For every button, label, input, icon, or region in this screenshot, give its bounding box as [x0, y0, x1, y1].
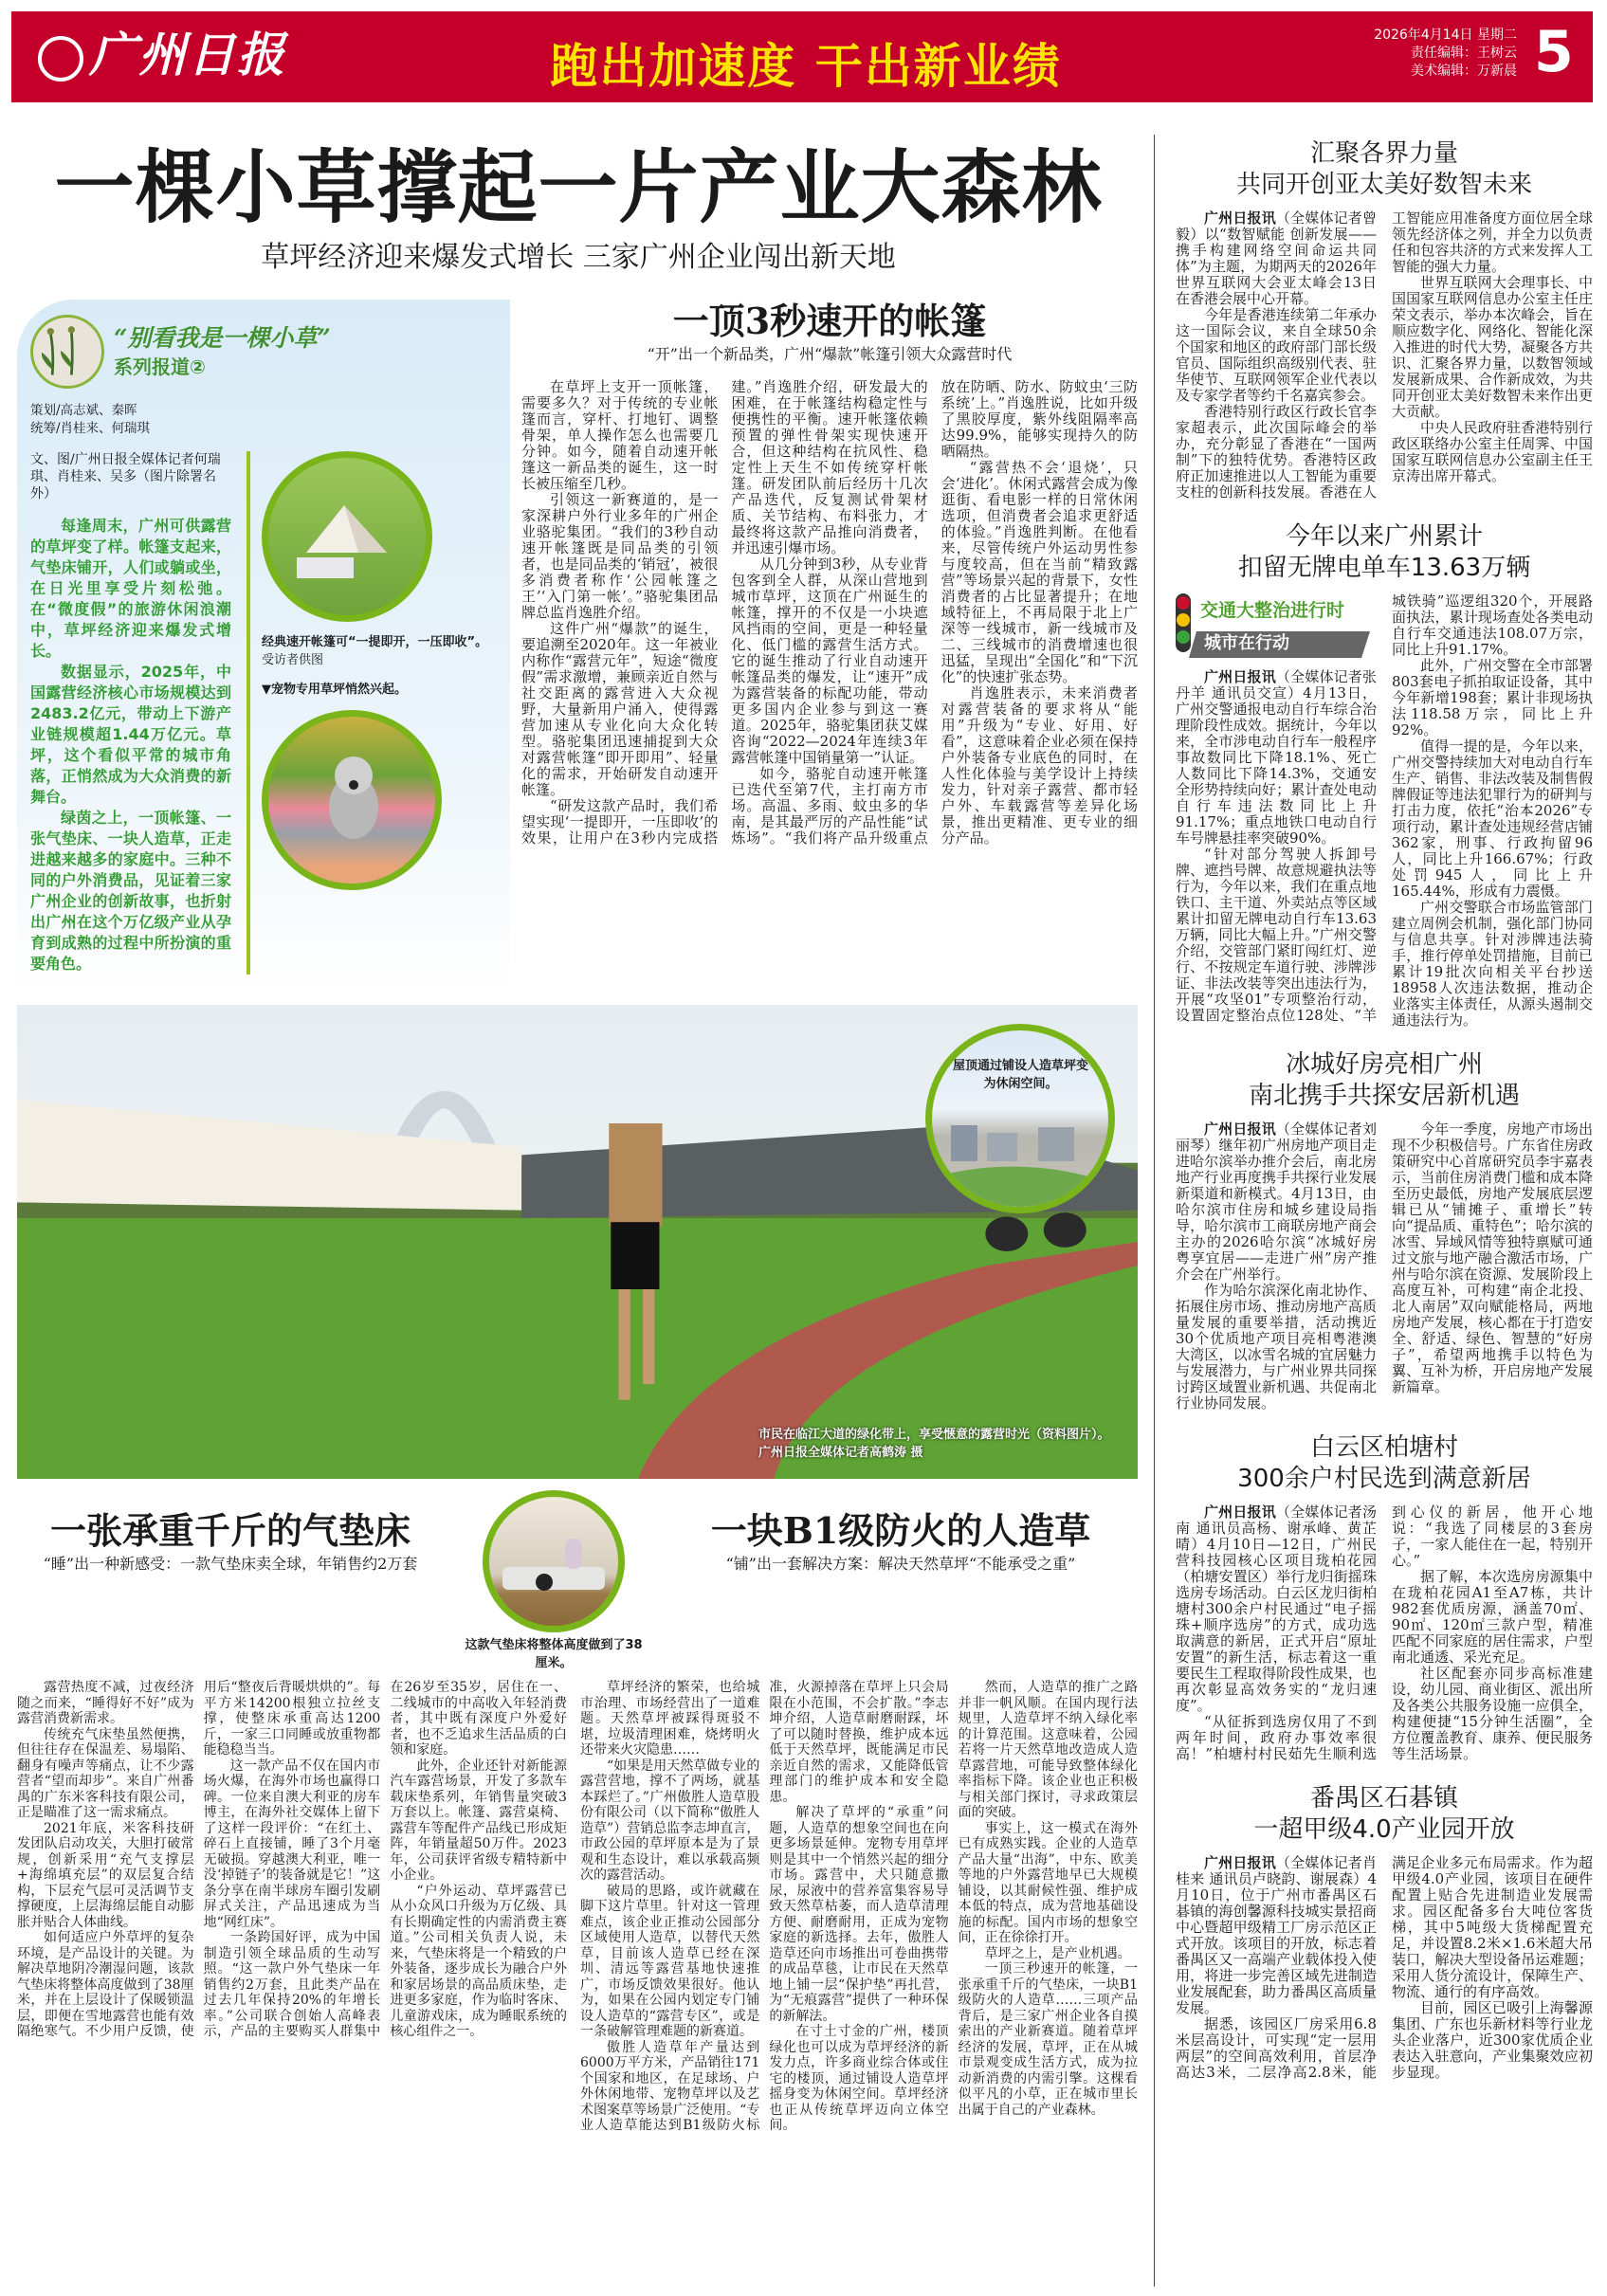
paragraph: “从征拆到选房仅用了不到两年时间，政府办事效率很高！”柏塘村村民茹先生顺利选到心仪的新居，他开心地说：“我选了同楼层的3套房子，一家人能住在一起，特别开心。” — [1176, 1503, 1593, 1762]
tent-photo-credit: 受访者供图 — [262, 653, 324, 667]
paragraph: 露营热度不减，过夜经济随之而来，“睡得好不好”成为露营消费新需求。 — [17, 1680, 194, 1726]
series-credits — [30, 402, 497, 438]
paragraph: 然而，人造草的推广之路并非一帆风顺。在国内现行法规里，人造草坪不纳入绿化率的计算范围。这意味着，公园若将一片天然草地改造成人造草露营地，可能导致整体绿化率指标下降。该企业也正积极与相关部门探讨，寻求政策层面的突破。 — [958, 1680, 1138, 1820]
paragraph: “研发这款产品时，我们希望实现‘一提即开，一压即收’的效果，让用户在3秒内完成搭建。”肖逸胜介绍，研发最大的困难，在于帐篷结构稳定性与便携性的平衡。速开帐篷依赖预置的弹性骨架实现快速开合，但这种结构在抗风性、稳定性上天生不如传统穿杆帐篷。研发团队前后经历十几次产品迭代，反复测试骨架材质、关节结构、布料张力，才最终将这款产品推向消费者，并迅速引爆市场。 — [521, 378, 928, 847]
byline: 文、图/广州日报全媒体记者何瑞琪、肖桂来、吴多（图片除署名外） — [30, 452, 221, 501]
paragraph: 目前，园区已吸引上海馨源集团、广东也乐新材料等行业龙头企业落户，近300家优质企业表达入驻意向，产业集聚效应初步显现。 — [1392, 1999, 1593, 2081]
article-1-title: 汇聚各界力量 共同开创亚太美好数智未来 — [1235, 139, 1532, 199]
dateline — [1318, 27, 1517, 81]
dateline-lead: 广州日报讯 — [1204, 1503, 1276, 1521]
paragraph: 值得一提的是，今年以来，广州交警持续加大对电动自行车生产、销售、非法改装及制售假牌假证等违法犯罪行为的研判与打击力度，依托“治本2026”专项行动，累计查处违规经营店铺362家，刑事、行政拘留96人，同比上升166.67%；行政处罚945人，同比上升165.44%，形成有力震慑。 — [1392, 738, 1593, 900]
series-number: 系列报道② — [114, 355, 206, 378]
paragraph: 广州日报讯（全媒体记者汤南 通讯员高杨、谢承峰、黄芷晴）4月10日—12日，广州民营科技园核心区项目珑柏花园（柏塘安置区）举行龙归街摇珠选房专场活动。白云区龙归街柏塘村300余户村民通过“电子摇珠+顺序选房”的方式，成功选取满意的新居，正式开启“原址安置”的新生活，标志着这一重要民生工程取得阶段性成果，也再次彰显高效务实的“龙归速度”。 — [1176, 1503, 1377, 1714]
paragraph: 如何适应户外草坪的复杂环境，是产品设计的关键。为解决草地阴冷潮湿问题，该款气垫床将整体高度做到了38厘米，并在上层设计了保暖锁温层，即便在雪地露营也能有效隔绝寒气。不少用户反馈，使用后“整夜后背暖烘烘的”。每平方米14200根独立拉丝支撑，使整床承重高达1200斤，一家三口同睡或放重物都能稳稳当当。 — [17, 1680, 381, 2039]
art-editor-credit: 美术编辑：万新晨 — [1411, 64, 1517, 79]
article-5-title: 番禺区石碁镇 一超甲级4.0产业园开放 — [1253, 1784, 1515, 1844]
paragraph: 传统充气床垫虽然便携，但往往存在保温差、易塌陷、翻身有噪声等痛点，让不少露营者“望而却步”。来自广州番禺的广东米客科技有限公司，正是瞄准了这一需求痛点。 — [17, 1726, 194, 1820]
mattress-article-title: 一张承重千斤的气垫床 — [49, 1509, 411, 1552]
dateline-lead: 广州日报讯 — [1204, 668, 1276, 685]
paragraph: 事实上，这一模式在海外已有成熟实践。企业的人造草产品大量“出海”，中东、欧美等地的户外露营地早已大规模铺设，以其耐候性强、维护成本低的特点，成为营地基础设施的标配。国内市场的想象空间，正在徐徐打开。 — [958, 1820, 1138, 1945]
turf-article-title: 一块B1级防火的人造草 — [710, 1509, 1091, 1552]
campaign-badge — [1176, 593, 1370, 664]
main-subheadline: 草坪经济迎来爆发式增长 三家广州企业闯出新天地 — [261, 241, 896, 274]
mattress-article-body — [17, 1680, 567, 2134]
paragraph: “户外运动、草坪露营已从小众风口升级为万亿级、具有长期确定性的内需消费主赛道。”公司相关负责人说，未来，气垫床将是一个精致的户外装备，逐步成长为融合户外和家居场景的高品质床垫，走进更多家庭，作为临时客床、儿童游戏床，成为睡眠系统的核心组件之一。 — [390, 1883, 567, 2039]
paragraph: 今年是香港连续第二年承办这一国际会议，来自全球50余个国家和地区的政府部门部长级官员、国际组织高级别代表、驻华使节、互联网领军企业代表以及专家学者等约千名嘉宾参会。 — [1176, 306, 1377, 404]
editor-credit: 责任编辑：王树云 — [1411, 46, 1517, 61]
tent-article — [521, 300, 1138, 847]
paragraph: 破局的思路，或许就藏在脚下这片草里。针对这一管理难点，该企业正推动公园部分区域使用人造草，以替代天然草，目前该人造草已经在深圳、清远等露营基地快速推广，市场反馈效果很好。他认为，如果在公园内划定专门铺设人造草的“露营专区”，或是一条破解管理难题的新赛道。 — [580, 1883, 760, 2039]
paragraph: 在草坪上支开一顶帐篷，需要多久？对于传统的专业帐篷而言，穿杆、打地钉、调整骨架，单人操作怎么也需要几分钟。如今，随着自动速开帐篷这一新品类的诞生，这一时长被压缩至几秒。 — [521, 378, 719, 492]
article-1 — [1176, 138, 1593, 501]
paragraph: 每逢周末，广州可供露营的草坪变了样。帐篷支起来，气垫床铺开，人们或躺或坐，在日光里享受片刻松弛。在“微度假”的旅游休闲浪潮中，草坪经济迎来爆发式增长。 — [30, 517, 231, 660]
paragraph: 中央人民政府驻香港特别行政区联络办公室主任周霁、中国国家互联网信息办公室副主任王京涛出席开幕式。 — [1392, 419, 1593, 484]
paragraph: “如果是用天然草做专业的露营营地，撑不了两场，就基本踩烂了。”广州傲胜人造草股份有限公司（以下简称“傲胜人造草”）营销总监李志坤直言，市政公园的草坪原本是为了景观和生态设计，难以承载高频次的露营活动。 — [580, 1758, 760, 1883]
paragraph: 一顶三秒速开的帐篷，一张承重千斤的气垫床，一块B1级防火的人造草……三项产品背后，是三家广州企业各自摸索出的产业新赛道。随着草坪经济的发展，草坪，正在从城市景观变成生活方式，成为拉动新消费的内需引擎。这棵看似平凡的小草，正在城市里长出属于自己的产业森林。 — [958, 1961, 1138, 2118]
paragraph: “露营热不会‘退烧’，只会‘进化’。休闲式露营会成为像逛街、看电影一样的日常休闲选项，但消费者会追求更舒适的体验。”肖逸胜判断。在他看来，尽管传统户外运动男性参与度较高，但在当前“精致露营”等场景兴起的背景下，女性消费者的占比显著提升；在地域特征上，不再局限于北上广深等一线城市，新一线城市及二、三线城市的消费增速也很迅猛，呈现出“全国化”和“下沉化”的快速扩张态势。 — [940, 459, 1138, 685]
grass-sprout-icon — [30, 315, 104, 389]
tent-article-subtitle: “开”出一个新品类，广州“爆款”帐篷引领大众露营时代 — [647, 345, 1013, 363]
article-3-body — [1176, 1121, 1593, 1412]
rooftop-photo — [925, 1024, 1115, 1213]
camping-photo — [17, 1005, 1138, 1479]
tent-article-title: 一顶3秒速开的帐篷 — [672, 300, 987, 342]
logo-text: 广州日报 — [89, 27, 286, 82]
paragraph: 肖逸胜表示，未来消费者对露营装备的要求将从“能用”升级为“专业、好用、好看”，这意味着企业必须在保持户外装备专业底色的同时，在人性化体验与美学设计上持续发力，针对亲子露营、都市轻户外、车载露营等差异化场景，推出更精准、更专业的细分产品。 — [940, 684, 1138, 847]
article-3-title: 冰城好房亮相广州 南北携手共探安居新机遇 — [1248, 1050, 1520, 1110]
photo-credit: 广州日报全媒体记者高鹤涛 摄 — [758, 1446, 923, 1460]
paragraph: 如今，骆驼自动速开帐篷已迭代至第7代，主打南方市场。高温、多雨、蚊虫多的华南，是其最严厉的产品性能“试炼场”。“我们将产品升级重点放在防晒、防水、防蚊虫‘三防系统’上。”肖逸胜说，比如升级了黑胶厚度，紫外线阻隔率高达99.9%，能够实现持久的防晒隔热。 — [731, 378, 1138, 847]
turf-article-body — [580, 1680, 1138, 2134]
mattress-caption: 这款气垫床将整体高度做到了38厘米。 — [465, 1638, 643, 1670]
paragraph: 世界互联网大会理事长、中国国家互联网信息办公室主任庄荣文表示，举办本次峰会，旨在顺应数字化、网络化、智能化深入推进的时代大势，凝聚各方共识、汇聚各界力量，以数智领域发展新成果、合作新成效，为共同开创亚太美好数智未来作出更大贡献。 — [1392, 274, 1593, 420]
mattress-photo — [483, 1490, 625, 1632]
paragraph: 草坪之上，是产业机遇。 — [984, 1945, 1131, 1961]
paragraph: 傲胜人造草年产量达到6000万平方米，产品销往171个国家和地区，在足球场、户外休闲地带、宠物草坪以及艺术图案草等场景广泛使用。“专业人造草能达到B1级防火标准，火源掉落在草坪上只会局限在小范围，不会扩散。”李志坤介绍，人造草耐磨耐踩，坏了可以随时替换，维护成本远低于天然草坪，既能满足市民亲近自然的需求，又能降低管理部门的维护成本和安全隐患。 — [580, 1680, 949, 2133]
paragraph: 此外，企业还针对新能源汽车露营场景，开发了多款车载床垫系列，年销售量突破3万套以上。帐篷、露营桌椅、露营车等配件产品线已形成矩阵，年销量超50万件。2023年，公司获评省级专精特新中小企业。 — [390, 1758, 567, 1883]
dateline-lead: 广州日报讯 — [1204, 1121, 1276, 1138]
rooftop-caption: 屋顶通过铺设人造草坪变为休闲空间。 — [952, 1059, 1088, 1091]
paragraph: 据悉，该园区厂房采用6.8米层高设计，可实现“定一层用两层”的空间高效利用，首层净高达3米，二层净高2.8米，能满足企业多元布局需求。作为超甲级4.0产业园，该项目在硬件配置上贴合先进制造业发展需求。园区配备多台大吨位客货梯，其中5吨级大货梯配置充足，并设置8.2米×1.6米超大吊装口，解决大型设备吊运难题；采用人货分流设计，保障生产、物流、通行的有序高效。 — [1176, 1854, 1593, 2081]
article-4-title: 白云区柏塘村 300余户村民选到满意新居 — [1237, 1433, 1531, 1493]
paragraph: 这件广州“爆款”的诞生，要追溯至2020年。这一年被业内称作“露营元年”，短途“微度假”需求激增，兼顾亲近自然与社交距离的露营进入大众视野，大量新用户涌入，使得露营加速从专业化向大众化转型。骆驼集团迅速捕捉到大众对露营帐篷“即开即用”、轻量化的需求，开始研发自动速开帐篷。 — [521, 620, 719, 798]
paragraph: 此外，广州交警在全市部署803套电子抓拍取证设备，其中今年新增198套；累计非现场执法118.58万宗，同比上升92%。 — [1392, 657, 1593, 738]
paragraph: 解决了草坪的“承重”问题，人造草的想象空间也在向更多场景延伸。宠物专用草坪则是其中一个悄然兴起的细分市场。露营中，犬只随意撒尿，尿液中的营养富集容易导致天然草枯萎，而人造草清理方便、耐磨耐用，正成为宠物家庭的新选择。去年，傲胜人造草还向市场推出可卷曲携带的成品草毯，让市民在天然草地上铺一层“保护垫”再扎营，为“无痕露营”提供了一种环保的新解法。 — [769, 1805, 949, 2024]
pet-photo — [262, 710, 442, 890]
column-divider — [1154, 135, 1155, 2287]
paragraph: 在寸土寸金的广州，楼顶绿化也可以成为草坪经济的新发力点，许多商业综合体或住宅的楼顶，通过铺设人造草坪摇身变为休闲空间。草坪经济也正从传统草坪迈向立体空间。 — [769, 2024, 949, 2133]
page-number: 5 — [1534, 19, 1574, 85]
feature-area — [17, 300, 1138, 2134]
article-5 — [1176, 1783, 1593, 2081]
page-slogan: 跑出加速度 干出新业绩 — [550, 39, 1062, 94]
paragraph: 绿茵之上，一顶帐篷、一张气垫床、一块人造草，正走进越来越多的家庭中。三种不同的户外消费品，见证着三家广州企业的创新故事，也折射出广州在这个万亿级产业从孕育到成熟的过程中所扮演的重要角色。 — [30, 809, 231, 973]
paragraph: 广州日报讯（全媒体记者刘丽琴）继年初广州房地产项目走进哈尔滨举办推介会后，南北房地产行业再度携手共探行业发展新渠道和新模式。4月13日，由哈尔滨市住房和城乡建设局指导，哈尔滨市工商联房地产商会主办的2026哈尔滨“冰城好房 粤享宜居——走进广州”房产推介会在广州举行。 — [1176, 1121, 1377, 1283]
paragraph: 广州日报讯（全媒体记者张丹羊 通讯员交宣）4月13日，广州交警通报电动自行车综合治理阶段性成效。据统计，今年以来，全市涉电动自行车一般程序事故数同比下降18.1%、死亡人数同比下降14.3%，交通安全形势持续向好；累计查处电动自行车违法数同比上升91.17%；重点地铁口电动自行车号牌悬挂率突破90%。 — [1176, 668, 1377, 847]
article-2-body — [1176, 593, 1593, 1029]
article-4 — [1176, 1432, 1593, 1762]
badge-subtitle: 城市在行动 — [1204, 633, 1289, 653]
mattress-article-subtitle: “睡”出一种新感受：一款气垫床卖全球，年销售约2万套 — [43, 1555, 418, 1573]
article-2-title: 今年以来广州累计 扣留无牌电单车13.63万辆 — [1237, 522, 1531, 582]
intro-text — [30, 516, 231, 975]
paragraph: 引领这一新赛道的，是一家深耕户外行业多年的广州企业骆驼集团。“我们的3秒自动速开帐篷既是同品类的引领者，也是同品类的‘销冠’，被很多消费者称作‘公园帐篷之王’‘入门第一帐’。”骆驼集团品牌总监肖逸胜介绍。 — [521, 491, 719, 621]
paragraph: 数据显示，2025年，中国露营经济核心市场规模达到2483.2亿元，带动上下游产业链规模超1.44万亿元。草坪，这个看似平常的城市角落，正悄然成为大众消费的新舞台。 — [30, 663, 231, 806]
main-headline: 一棵小草撑起一片产业大森林 — [54, 140, 1103, 234]
turf-article-subtitle: “铺”出一套解决方案：解决天然草坪“不能承受之重” — [725, 1555, 1076, 1573]
pet-caption: ▼宠物专用草坪悄然兴起。 — [262, 683, 407, 697]
paragraph: 社区配套亦同步高标准建设，幼儿园、商业街区、派出所及各类公共服务设施一应俱全，构建便捷“15分钟生活圈”，全方位覆盖教育、康养、便民服务等生活场景。 — [1392, 1665, 1593, 1762]
bottom-articles — [17, 1490, 1138, 2134]
dateline-lead: 广州日报讯 — [1204, 210, 1276, 227]
paragraph: 据了解，本次选房房源集中在珑柏花园A1至A7栋，共计982套优质房源，涵盖70㎡、90㎡、120㎡三款户型，精准匹配不同家庭的居住需求，户型南北通透、采光充足。 — [1392, 1568, 1593, 1666]
paragraph: 从几分钟到3秒，从专业背包客到全人群，从深山营地到城市草坪，这顶在广州诞生的帐篷，撑开的不仅是一小块遮风挡雨的空间，更是一种轻量化、低门槛的露营生活方式。它的诞生推动了行业自动速开帐篷品类的爆发，让“速开”成为露营装备的标配功能，带动更多国内企业参与到这一赛道。2025年，骆驼集团获艾媒咨询“2022—2024年连续3年露营帐篷中国销量第一”认证。 — [731, 556, 928, 766]
tent-article-body — [521, 379, 1138, 847]
news-column — [1176, 138, 1593, 2102]
paragraph: 草坪经济的繁荣，也给城市治理、市场经营出了一道难题。天然草坪被踩得斑驳不堪，垃圾清理困难，烧烤明火还带来火灾隐患…… — [580, 1680, 760, 1758]
article-5-body — [1176, 1855, 1593, 2081]
newspaper-logo — [38, 17, 286, 85]
article-1-body — [1176, 210, 1593, 501]
paragraph: “针对部分驾驶人拆卸号牌、遮挡号牌、故意规避执法等行为，今年以来，我们在重点地铁口、主干道、外卖站点等区域累计扣留无牌电动自行车13.63万辆，同比大幅上升。”广州交警介绍，交管部门紧盯闯红灯、逆行、不按规定车道行驶、涉牌涉证、非法改装等突出违法行为，开展“攻坚01”专项整治行动，设置固定整治点位128处、“羊城铁骑”巡逻组320个，开展路面执法，累计现场查处各类电动自行车交通违法108.07万宗，同比上升91.17%。 — [1176, 592, 1593, 1024]
badge-title: 交通大整治进行时 — [1200, 600, 1345, 621]
logo-emblem-icon — [38, 36, 83, 82]
tent-photo — [262, 451, 432, 622]
paragraph: 广州日报讯（全媒体记者曾毅）以“数智赋能 创新发展——携手构建网络空间命运共同体”为主题，为期两天的2026年世界互联网大会亚太峰会13日在香港会展中心开幕。 — [1176, 210, 1377, 307]
paragraph: 香港特别行政区行政长官李家超表示，此次国际峰会的举办，充分彰显了香港在“一国两制”下的独特优势。香港特区政府正加速推进以人工智能为重要支柱的创新科技发展。香港在人工智能应用准备度方面位居全球领先经济体之列，并全力以负责任和包容共济的方式来发挥人工智能的强大力量。 — [1176, 210, 1593, 501]
photo-caption: 市民在临江大道的绿化带上，享受惬意的露营时光（资料图片）。 广州日报全媒体记者高鹤涛 摄 — [758, 1428, 1110, 1460]
planning-credit: 策划/高志斌、秦晖 — [30, 403, 137, 418]
coordination-credit: 统筹/肖桂来、何瑞琪 — [30, 421, 151, 436]
paragraph: 2021年底，米客科技研发团队启动攻关，大胆打破常规，创新采用“充气支撑层+海绵填充层”的双层复合结构，下层充气层可灵活调节支撑硬度，上层海绵层能自动膨胀并贴合人体曲线。 — [17, 1820, 194, 1930]
paragraph: 广州交警联合市场监管部门建立周例会机制，强化部门协同与信息共享。针对涉牌违法骑手，推行停单处罚措施，目前已累计19批次向相关平台抄送18958人次违法数据，推动企业落实主体责任，从源头遏制交通违法行为。 — [1392, 899, 1593, 1029]
paragraph: 这一款产品不仅在国内市场火爆，在海外市场也赢得口碑。一位来自澳大利亚的房车博主，在海外社交媒体上留下了这样一段评价：“在红土、碎石上直接铺，睡了3个月毫无破损。穿越澳大利亚，唯一没‘掉链子’的装备就是它！”这条分享在南半球房车圈引发刷屏式关注，产品迅速成为当地“网红床”。 — [203, 1758, 381, 1930]
article-2 — [1176, 521, 1593, 1029]
article-3 — [1176, 1049, 1593, 1412]
paragraph: 一条跨国好评，成为中国制造引领全球品质的生动写照。“这一款户外气垫床一年销售约2万套，且此类产品在过去几年保持20%的年增长率。”公司联合创始人高峰表示，产品的主要购买人群集中在26岁至35岁，居住在一、二线城市的中高收入年轻消费者，其中既有深度户外爱好者，也不乏追求生活品质的白领和家庭。 — [203, 1680, 567, 2039]
paragraph: 作为哈尔滨深化南北协作、拓展住房市场、推动房地产高质量发展的重要举措，活动携近30个优质地产项目亮相粤港澳大湾区，以冰雪名城的宜居魅力与发展潜力，与广州业界共同探讨跨区域置业新机遇、共促南北行业协同发展。 — [1176, 1282, 1377, 1412]
series-title: “别看我是一棵小草” — [114, 324, 331, 352]
paragraph: 今年一季度，房地产市场出现不少积极信号。广东省住房政策研究中心首席研究员李宇嘉表示，当前住房消费门槛和成本降至历史最低，房地产发展底层逻辑已从“铺摊子、重增长”转向“提品质、重特色”；哈尔滨的冰雪、异域风情等独特禀赋可通过文旅与地产融合激活市场，广州与哈尔滨在资源、发展阶段上高度互补，可构建“南企北投、北人南居”双向赋能格局，两地房地产发展，核心都在于打造安全、舒适、绿色、智慧的“好房子”，希望两地携手以特色为翼、互补为桥，开启房地产发展新篇章。 — [1392, 1121, 1593, 1395]
paragraph: 广州日报讯（全媒体记者肖桂来 通讯员卢晓韵、谢展森）4月10日，位于广州市番禺区石碁镇的海创馨源科技城实景招商中心暨超甲级精工厂房示范区正式开放。该项目的开放，标志着番禺区又一高端产业载体投入使用，将进一步完善区域先进制造业发展配套，助力番禺区高质量发展。 — [1176, 1854, 1377, 2016]
dateline-lead: 广州日报讯 — [1204, 1854, 1276, 1871]
issue-date: 2026年4月14日 星期二 — [1374, 27, 1517, 43]
series-panel — [17, 300, 510, 993]
tent-caption: 经典速开帐篷可“一提即开，一压即收”。 受访者供图 — [262, 635, 488, 667]
article-4-body — [1176, 1504, 1593, 1762]
